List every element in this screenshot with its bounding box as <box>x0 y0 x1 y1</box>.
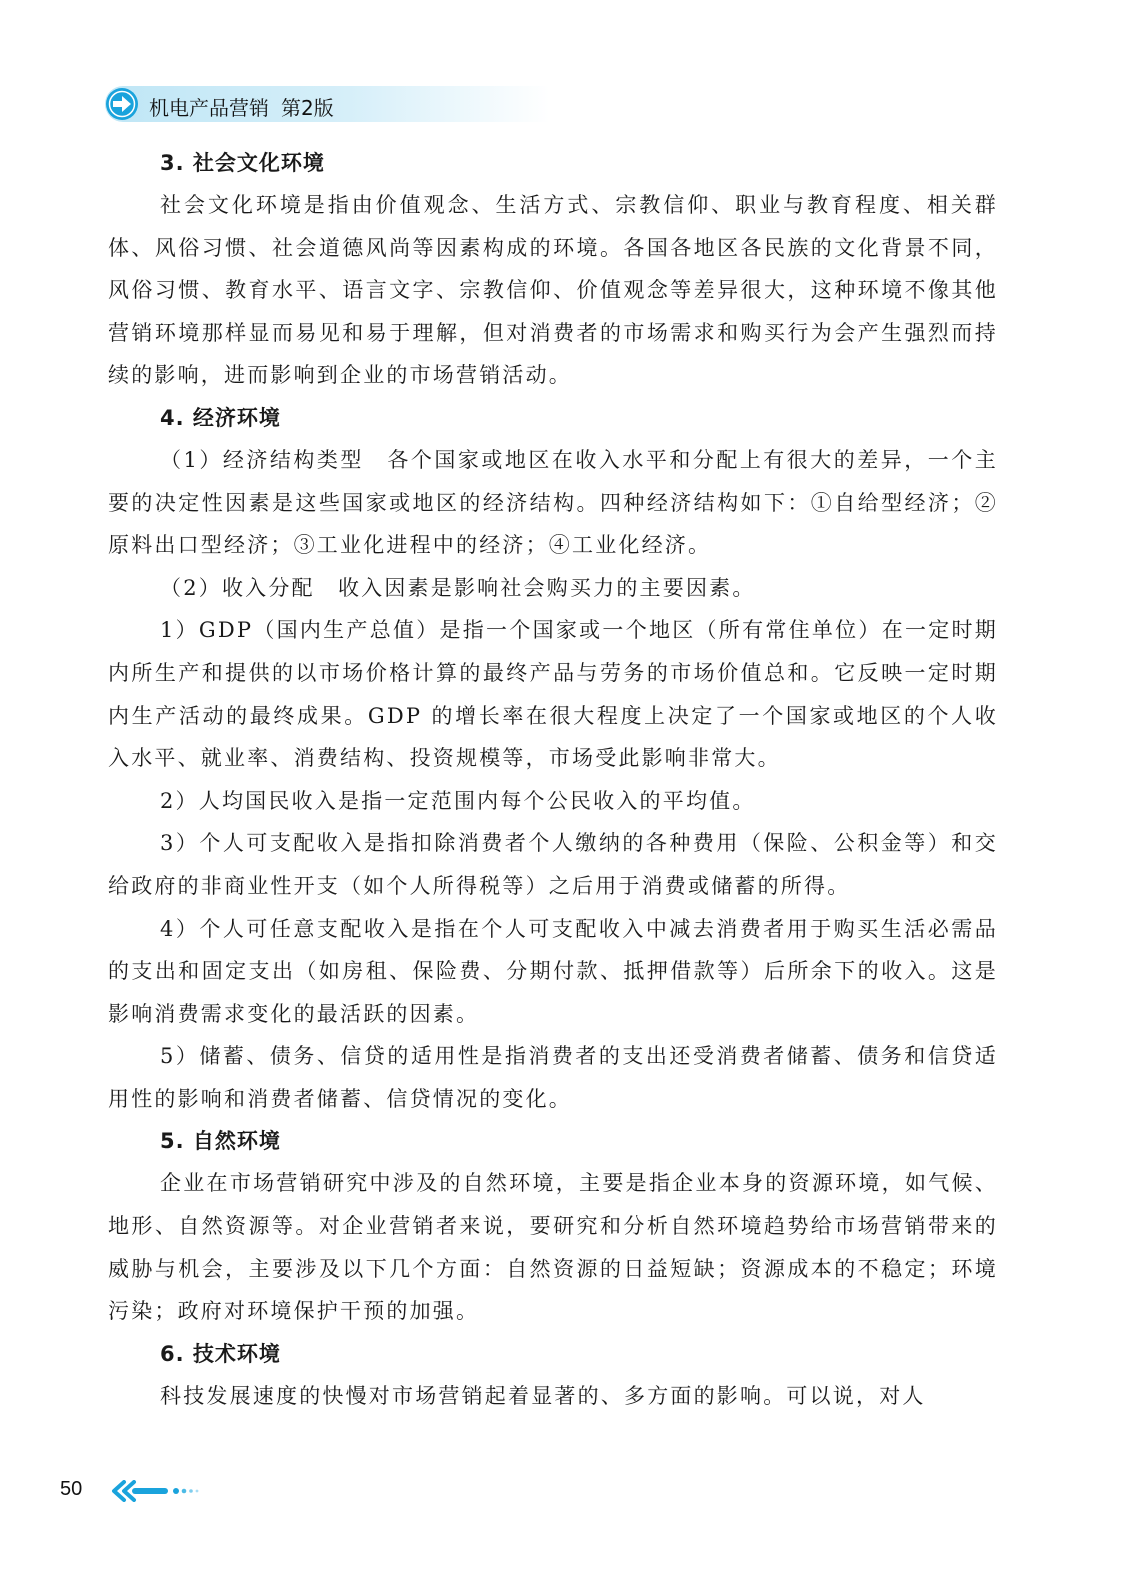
page-body <box>108 142 998 1417</box>
body-paragraph: （1）经济结构类型 各个国家或地区在收入水平和分配上有很大的差异，一个主要的决定性因素是这些国家或地区的经济结构。四种经济结构如下：①自给型经济；②原料出口型经济；③工业化进程中的经济；④工业化经济。 <box>108 447 998 558</box>
arrow-left-icon <box>110 1480 260 1502</box>
book-title-line <box>149 92 334 121</box>
body-paragraph: （2）收入分配 收入因素是影响社会购买力的主要因素。 <box>160 575 756 600</box>
page-number: 50 <box>60 1478 83 1500</box>
section-heading: 5. 自然环境 <box>160 1129 281 1154</box>
section-heading: 4. 经济环境 <box>160 405 281 430</box>
body-paragraph: 2）人均国民收入是指一定范围内每个公民收入的平均值。 <box>160 788 756 813</box>
body-paragraph: 1）GDP（国内生产总值）是指一个国家或一个地区（所有常住单位）在一定时期内所生产和提供的以市场价格计算的最终产品与劳务的市场价值总和。它反映一定时期内生产活动的最终成果。GDP 的增长率在很大程度上决定了一个国家或地区的个人收入水平、就业率、消费结构、投资规模等，市场受此影响非常大。 <box>108 618 998 771</box>
body-paragraph: 企业在市场营销研究中涉及的自然环境，主要是指企业本身的资源环境，如气候、地形、自然资源等。对企业营销者来说，要研究和分析自然环境趋势给市场营销带来的威胁与机会，主要涉及以下几个方面：自然资源的日益短缺；资源成本的不稳定；环境污染；政府对环境保护干预的加强。 <box>108 1171 998 1324</box>
body-paragraph: 4）个人可任意支配收入是指在个人可支配收入中减去消费者用于购买生活必需品的支出和固定支出（如房租、保险费、分期付款、抵押借款等）后所余下的收入。这是影响消费需求变化的最活跃的因素。 <box>108 916 998 1026</box>
running-header <box>105 86 550 122</box>
book-title: 机电产品营销 <box>149 96 269 120</box>
section-heading: 6. 技术环境 <box>160 1341 281 1366</box>
section-heading: 3. 社会文化环境 <box>160 151 325 175</box>
book-edition: 第2版 <box>281 96 334 120</box>
body-paragraph: 3）个人可支配收入是指扣除消费者个人缴纳的各种费用（保险、公积金等）和交给政府的非商业性开支（如个人所得税等）之后用于消费或储蓄的所得。 <box>108 831 998 898</box>
body-paragraph: 社会文化环境是指由价值观念、生活方式、宗教信仰、职业与教育程度、相关群体、风俗习惯、社会道德风尚等因素构成的环境。各国各地区各民族的文化背景不同，风俗习惯、教育水平、语言文字、宗教信仰、价值观念等差异很大，这种环境不像其他营销环境那样显而易见和易于理解，但对消费者的市场需求和购买行为会产生强烈而持续的影响，进而影响到企业的市场营销活动。 <box>108 193 998 388</box>
arrow-right-icon <box>105 87 139 121</box>
body-paragraph: 科技发展速度的快慢对市场营销起着显著的、多方面的影响。可以说，对人 <box>160 1383 926 1408</box>
body-paragraph: 5）储蓄、债务、信贷的适用性是指消费者的支出还受消费者储蓄、债务和信贷适用性的影响和消费者储蓄、信贷情况的变化。 <box>108 1044 998 1111</box>
